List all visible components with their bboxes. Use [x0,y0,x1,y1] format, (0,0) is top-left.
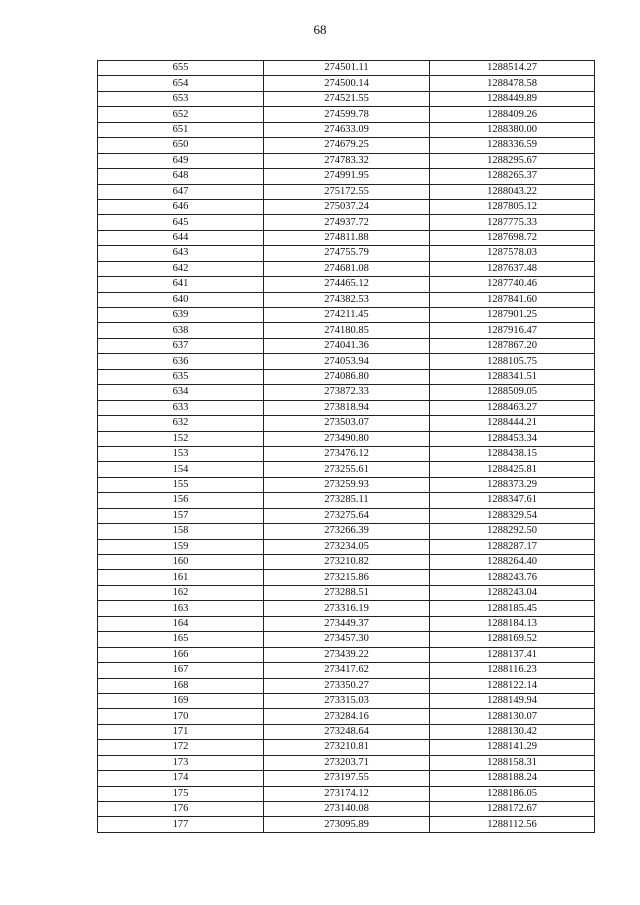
point-number-cell: 158 [98,524,264,539]
y-coordinate-cell: 1288130.07 [430,709,595,724]
table-row [98,431,595,446]
x-coordinate-cell: 273197.55 [264,771,430,786]
point-number-cell: 172 [98,740,264,755]
y-coordinate-cell: 1288112.56 [430,817,595,832]
y-coordinate-cell: 1288185.45 [430,601,595,616]
table-row [98,400,595,415]
x-coordinate-cell: 274086.80 [264,369,430,384]
point-number-cell: 162 [98,585,264,600]
y-coordinate-cell: 1288137.41 [430,647,595,662]
point-number-cell: 155 [98,477,264,492]
point-number-cell: 651 [98,122,264,137]
point-number-cell: 176 [98,802,264,817]
point-number-cell: 156 [98,493,264,508]
y-coordinate-cell: 1288449.89 [430,91,595,106]
table-row [98,354,595,369]
table-row [98,508,595,523]
point-number-cell: 163 [98,601,264,616]
y-coordinate-cell: 1287698.72 [430,230,595,245]
y-coordinate-cell: 1288105.75 [430,354,595,369]
point-number-cell: 164 [98,616,264,631]
table-row [98,153,595,168]
point-number-cell: 169 [98,693,264,708]
point-number-cell: 652 [98,107,264,122]
point-number-cell: 638 [98,323,264,338]
y-coordinate-cell: 1288438.15 [430,446,595,461]
point-number-cell: 153 [98,446,264,461]
y-coordinate-cell: 1288287.17 [430,539,595,554]
y-coordinate-cell: 1287805.12 [430,199,595,214]
x-coordinate-cell: 273288.51 [264,585,430,600]
x-coordinate-cell: 274811.88 [264,230,430,245]
point-number-cell: 154 [98,462,264,477]
x-coordinate-cell: 273476.12 [264,446,430,461]
table-row [98,493,595,508]
table-row [98,277,595,292]
x-coordinate-cell: 273234.05 [264,539,430,554]
point-number-cell: 175 [98,786,264,801]
x-coordinate-cell: 274679.25 [264,138,430,153]
table-row [98,817,595,832]
y-coordinate-cell: 1288149.94 [430,693,595,708]
x-coordinate-cell: 275037.24 [264,199,430,214]
point-number-cell: 177 [98,817,264,832]
x-coordinate-cell: 273203.71 [264,755,430,770]
point-number-cell: 653 [98,91,264,106]
table-row [98,246,595,261]
x-coordinate-cell: 273210.81 [264,740,430,755]
point-number-cell: 645 [98,215,264,230]
table-row [98,446,595,461]
table-row [98,786,595,801]
point-number-cell: 639 [98,308,264,323]
y-coordinate-cell: 1288158.31 [430,755,595,770]
x-coordinate-cell: 274465.12 [264,277,430,292]
x-coordinate-cell: 273259.93 [264,477,430,492]
table-row [98,215,595,230]
table-row [98,261,595,276]
y-coordinate-cell: 1288514.27 [430,61,595,76]
point-number-cell: 641 [98,277,264,292]
x-coordinate-cell: 274681.08 [264,261,430,276]
table-row [98,647,595,662]
x-coordinate-cell: 273449.37 [264,616,430,631]
y-coordinate-cell: 1288329.54 [430,508,595,523]
x-coordinate-cell: 274500.14 [264,76,430,91]
y-coordinate-cell: 1288341.51 [430,369,595,384]
point-number-cell: 160 [98,555,264,570]
table-row [98,539,595,554]
y-coordinate-cell: 1287867.20 [430,338,595,353]
table-row [98,385,595,400]
table-row [98,771,595,786]
y-coordinate-cell: 1288264.40 [430,555,595,570]
point-number-cell: 165 [98,632,264,647]
point-number-cell: 161 [98,570,264,585]
point-number-cell: 171 [98,724,264,739]
y-coordinate-cell: 1287578.03 [430,246,595,261]
table-row [98,169,595,184]
table-row [98,138,595,153]
table-row [98,122,595,137]
table-row [98,740,595,755]
page-number: 68 [313,22,327,37]
x-coordinate-cell: 273490.80 [264,431,430,446]
point-number-cell: 637 [98,338,264,353]
x-coordinate-cell: 273350.27 [264,678,430,693]
point-number-cell: 159 [98,539,264,554]
x-coordinate-cell: 273818.94 [264,400,430,415]
x-coordinate-cell: 273284.16 [264,709,430,724]
x-coordinate-cell: 273140.08 [264,802,430,817]
y-coordinate-cell: 1288463.27 [430,400,595,415]
y-coordinate-cell: 1288184.13 [430,616,595,631]
table-row [98,663,595,678]
table-row [98,601,595,616]
x-coordinate-cell: 274783.32 [264,153,430,168]
y-coordinate-cell: 1288043.22 [430,184,595,199]
table-row [98,184,595,199]
point-number-cell: 654 [98,76,264,91]
table-row [98,91,595,106]
x-coordinate-cell: 274180.85 [264,323,430,338]
y-coordinate-cell: 1288141.29 [430,740,595,755]
point-number-cell: 644 [98,230,264,245]
table-row [98,308,595,323]
x-coordinate-cell: 273248.64 [264,724,430,739]
x-coordinate-cell: 274211.45 [264,308,430,323]
x-coordinate-cell: 275172.55 [264,184,430,199]
table-row [98,678,595,693]
table-row [98,555,595,570]
table-row [98,709,595,724]
x-coordinate-cell: 273095.89 [264,817,430,832]
table-row [98,570,595,585]
x-coordinate-cell: 273872.33 [264,385,430,400]
x-coordinate-cell: 274599.78 [264,107,430,122]
x-coordinate-cell: 273417.62 [264,663,430,678]
point-number-cell: 636 [98,354,264,369]
y-coordinate-cell: 1288453.34 [430,431,595,446]
y-coordinate-cell: 1288373.29 [430,477,595,492]
point-number-cell: 646 [98,199,264,214]
point-number-cell: 634 [98,385,264,400]
table-row [98,416,595,431]
table-row [98,724,595,739]
y-coordinate-cell: 1288130.42 [430,724,595,739]
point-number-cell: 167 [98,663,264,678]
table-row [98,292,595,307]
x-coordinate-cell: 274633.09 [264,122,430,137]
y-coordinate-cell: 1288243.04 [430,585,595,600]
point-number-cell: 635 [98,369,264,384]
y-coordinate-cell: 1288169.52 [430,632,595,647]
y-coordinate-cell: 1288295.67 [430,153,595,168]
y-coordinate-cell: 1288292.50 [430,524,595,539]
table-row [98,632,595,647]
x-coordinate-cell: 274053.94 [264,354,430,369]
y-coordinate-cell: 1287901.25 [430,308,595,323]
y-coordinate-cell: 1287916.47 [430,323,595,338]
x-coordinate-cell: 273316.19 [264,601,430,616]
x-coordinate-cell: 274937.72 [264,215,430,230]
x-coordinate-cell: 273215.86 [264,570,430,585]
point-number-cell: 632 [98,416,264,431]
y-coordinate-cell: 1288347.61 [430,493,595,508]
y-coordinate-cell: 1288122.14 [430,678,595,693]
x-coordinate-cell: 274755.79 [264,246,430,261]
y-coordinate-cell: 1288478.58 [430,76,595,91]
table-body [98,61,595,833]
table-row [98,61,595,76]
y-coordinate-cell: 1288186.05 [430,786,595,801]
table-row [98,199,595,214]
x-coordinate-cell: 273174.12 [264,786,430,801]
x-coordinate-cell: 273503.07 [264,416,430,431]
y-coordinate-cell: 1288336.59 [430,138,595,153]
x-coordinate-cell: 273210.82 [264,555,430,570]
point-number-cell: 640 [98,292,264,307]
x-coordinate-cell: 274991.95 [264,169,430,184]
point-number-cell: 168 [98,678,264,693]
point-number-cell: 166 [98,647,264,662]
table-row [98,616,595,631]
table-row [98,693,595,708]
point-number-cell: 648 [98,169,264,184]
y-coordinate-cell: 1288265.37 [430,169,595,184]
table-row [98,338,595,353]
x-coordinate-cell: 273315.03 [264,693,430,708]
point-number-cell: 174 [98,771,264,786]
point-number-cell: 647 [98,184,264,199]
table-row [98,585,595,600]
point-number-cell: 173 [98,755,264,770]
table-row [98,477,595,492]
y-coordinate-cell: 1288425.81 [430,462,595,477]
x-coordinate-cell: 273255.61 [264,462,430,477]
x-coordinate-cell: 273457.30 [264,632,430,647]
x-coordinate-cell: 274382.53 [264,292,430,307]
x-coordinate-cell: 274501.11 [264,61,430,76]
y-coordinate-cell: 1288509.05 [430,385,595,400]
x-coordinate-cell: 273439.22 [264,647,430,662]
table-row [98,802,595,817]
table-row [98,107,595,122]
point-number-cell: 170 [98,709,264,724]
y-coordinate-cell: 1287775.33 [430,215,595,230]
y-coordinate-cell: 1288380.00 [430,122,595,137]
y-coordinate-cell: 1288116.23 [430,663,595,678]
x-coordinate-cell: 273266.39 [264,524,430,539]
point-number-cell: 650 [98,138,264,153]
y-coordinate-cell: 1287740.46 [430,277,595,292]
y-coordinate-cell: 1288172.67 [430,802,595,817]
table-row [98,76,595,91]
point-number-cell: 643 [98,246,264,261]
point-number-cell: 152 [98,431,264,446]
table-row [98,524,595,539]
x-coordinate-cell: 273285.11 [264,493,430,508]
table-row [98,323,595,338]
point-number-cell: 633 [98,400,264,415]
y-coordinate-cell: 1288444.21 [430,416,595,431]
y-coordinate-cell: 1287841.60 [430,292,595,307]
x-coordinate-cell: 274521.55 [264,91,430,106]
x-coordinate-cell: 274041.36 [264,338,430,353]
table-row [98,230,595,245]
table-row [98,462,595,477]
y-coordinate-cell: 1287637.48 [430,261,595,276]
y-coordinate-cell: 1288243.76 [430,570,595,585]
y-coordinate-cell: 1288188.24 [430,771,595,786]
coordinates-table [97,60,595,833]
point-number-cell: 655 [98,61,264,76]
point-number-cell: 642 [98,261,264,276]
y-coordinate-cell: 1288409.26 [430,107,595,122]
table-row [98,369,595,384]
point-number-cell: 649 [98,153,264,168]
point-number-cell: 157 [98,508,264,523]
x-coordinate-cell: 273275.64 [264,508,430,523]
table-row [98,755,595,770]
